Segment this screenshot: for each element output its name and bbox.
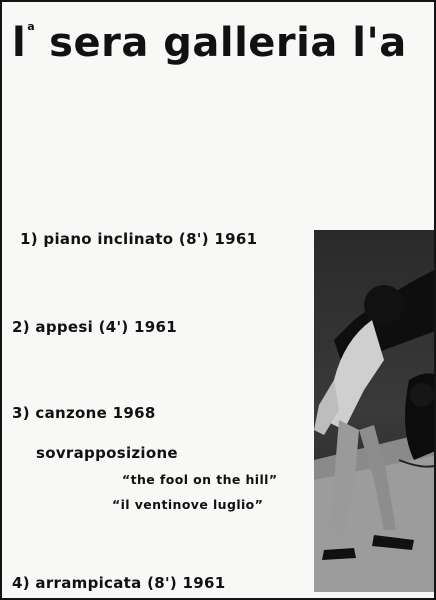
performance-photo <box>314 230 434 592</box>
poster-page <box>2 2 434 598</box>
page-title <box>12 2 407 68</box>
program-item-2: 2) appesi (4') 1961 <box>12 318 177 336</box>
title-superscript: a <box>27 20 36 33</box>
program-item-1: 1) piano inclinato (8') 1961 <box>20 230 258 248</box>
sub-heading: sovrapposizione <box>36 444 178 462</box>
performer-figure <box>314 230 434 592</box>
program-item-4: 4) arrampicata (8') 1961 <box>12 574 226 592</box>
title-prefix: l <box>12 20 27 66</box>
quote-2: “il ventinove luglio” <box>112 497 264 512</box>
title-rest: sera galleria l'a <box>49 20 407 66</box>
program-item-3: 3) canzone 1968 <box>12 404 156 422</box>
quote-1: “the fool on the hill” <box>122 472 278 487</box>
